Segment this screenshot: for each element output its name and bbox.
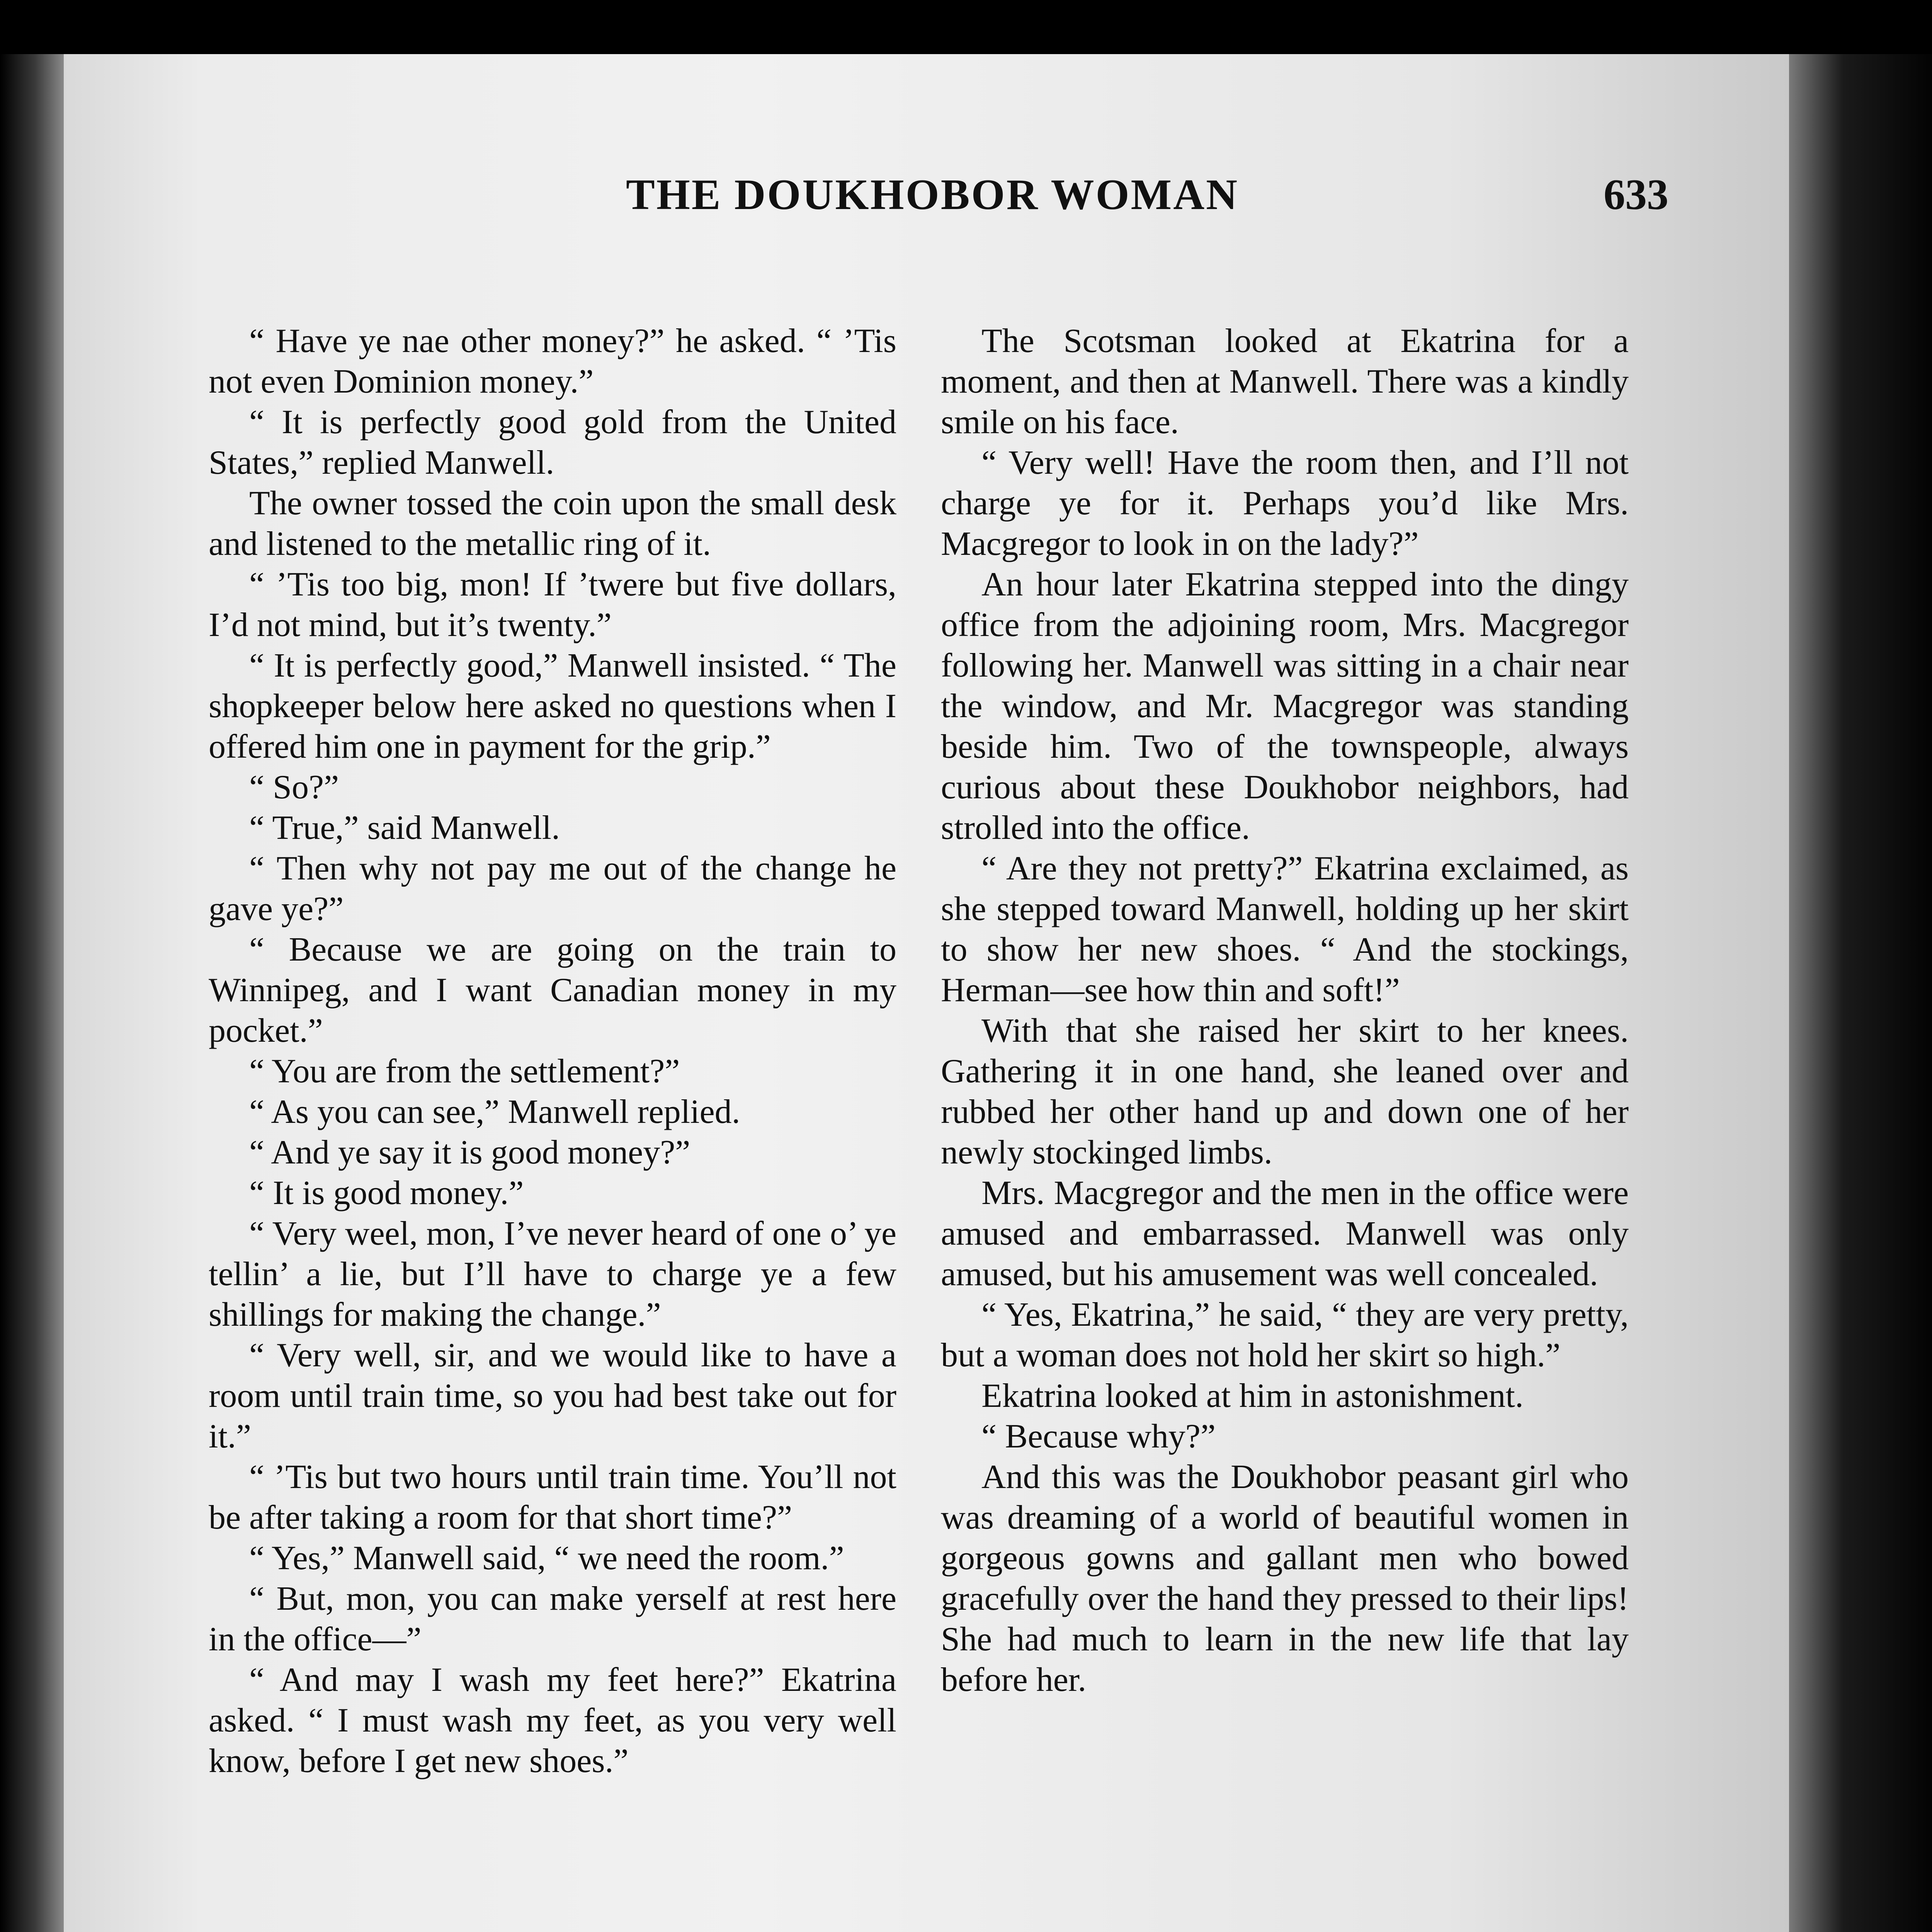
paragraph: “ It is good money.” (249, 1174, 524, 1212)
paragraph: With that she raised her skirt to her knees. Gathering it in one hand, she leaned over and rubbed her other hand up and down one of her newly stockinged limbs. (941, 1012, 1629, 1171)
paragraph: An hour later Ekatrina stepped into the dingy office from the adjoining room, Mrs. Macgregor following her. Manwell was sitting in a chair near the window, and Mr. Macgregor was standing beside him. Two of the townspeople, always curious about these Doukhobor neighbors, had strolled into the office. (941, 566, 1629, 847)
magazine-page (64, 54, 1789, 1932)
paragraph: “ ’Tis but two hours until train time. You’ll not be after taking a room for that short time?” (209, 1458, 896, 1536)
paragraph: “ As you can see,” Manwell replied. (249, 1093, 740, 1131)
paragraph: “ Yes,” Manwell said, “ we need the room.” (249, 1539, 844, 1577)
paragraph: “ Yes, Ekatrina,” he said, “ they are very pretty, but a woman does not hold her skirt so high.” (941, 1296, 1629, 1374)
paragraph: “ Very well, sir, and we would like to have a room until train time, so you had best take out for it.” (209, 1337, 896, 1455)
running-title: THE DOUKHOBOR WOMAN (626, 171, 1239, 219)
paragraph: “ But, mon, you can make yerself at rest here in the office—” (209, 1580, 896, 1658)
page-number: 633 (1604, 171, 1668, 219)
paragraph: “ ’Tis too big, mon! If ’twere but five dollars, I’d not mind, but it’s twenty.” (209, 566, 896, 644)
paragraph: “ Are they not pretty?” Ekatrina exclaimed, as she stepped toward Manwell, holding up her skirt to show her new shoes. “ And the stockings, Herman—see how thin and soft!” (941, 850, 1629, 1009)
scan-right-shadow (1789, 54, 1932, 1932)
scan-left-shadow (0, 54, 64, 1932)
paragraph: “ So?” (249, 769, 339, 806)
paragraph: “ It is perfectly good gold from the United States,” replied Manwell. (209, 403, 896, 481)
running-head (64, 170, 1789, 232)
paragraph: Ekatrina looked at him in astonishment. (981, 1377, 1524, 1415)
paragraph: And this was the Doukhobor peasant girl who was dreaming of a world of beautiful women in gorgeous gowns and gallant men who bowed gracefully over the hand they pressed to their lips! She had much to learn in the new life that lay before her. (941, 1458, 1629, 1699)
paragraph: “ Because we are going on the train to Winnipeg, and I want Canadian money in my pocket.” (209, 931, 896, 1049)
paragraph: “ It is perfectly good,” Manwell insisted. “ The shopkeeper below here asked no questions when I offered him one in payment for the grip.” (209, 647, 896, 765)
paragraph: The Scotsman looked at Ekatrina for a moment, and then at Manwell. There was a kindly smile on his face. (941, 322, 1629, 441)
left-column (209, 321, 896, 1781)
paragraph: “ Very weel, mon, I’ve never heard of one o’ ye tellin’ a lie, but I’ll have to charge ye a few shillings for making the change.” (209, 1215, 896, 1333)
paragraph: The owner tossed the coin upon the small desk and listened to the metallic ring of it. (209, 485, 896, 563)
right-column (941, 321, 1629, 1700)
paragraph: “ You are from the settlement?” (249, 1053, 680, 1090)
paragraph: “ And ye say it is good money?” (249, 1134, 690, 1171)
paragraph: “ Because why?” (981, 1418, 1216, 1455)
paragraph: “ Then why not pay me out of the change he gave ye?” (209, 850, 896, 928)
paragraph: “ True,” said Manwell. (249, 809, 560, 847)
paragraph: “ Have ye nae other money?” he asked. “ ’Tis not even Dominion money.” (209, 322, 896, 400)
paragraph: Mrs. Macgregor and the men in the office were amused and embarrassed. Manwell was only amused, but his amusement was well concealed. (941, 1174, 1629, 1293)
paragraph: “ And may I wash my feet here?” Ekatrina asked. “ I must wash my feet, as you very well know, before I get new shoes.” (209, 1661, 896, 1780)
paragraph: “ Very well! Have the room then, and I’ll not charge ye for it. Perhaps you’d like Mrs. Macgregor to look in on the lady?” (941, 444, 1629, 563)
